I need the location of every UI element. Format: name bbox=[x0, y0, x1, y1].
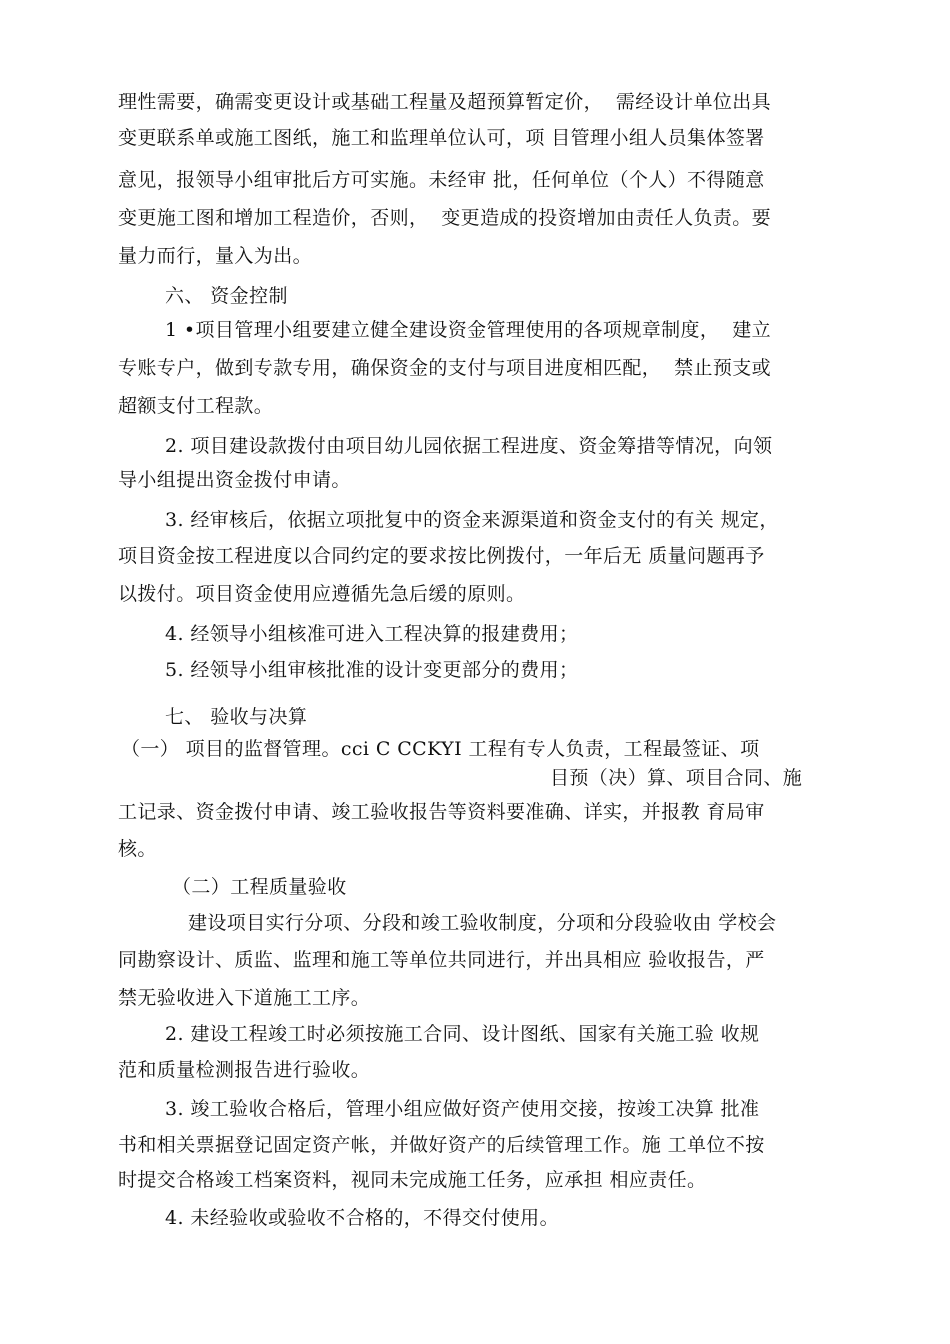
text-line: （一） 项目的监督管理。cci C CCKYI 工程有专人负责，工程最签证、项 bbox=[121, 738, 760, 760]
text-line: 3. 经审核后，依据立项批复中的资金来源渠道和资金支付的有关 规定， bbox=[165, 509, 779, 531]
text-line: 项目资金按工程进度以合同约定的要求按比例拨付，一年后无 质量问题再予 bbox=[118, 545, 765, 567]
section-heading: 七、 验收与决算 bbox=[165, 706, 308, 728]
text-line: 量力而行，量入为出。 bbox=[118, 245, 313, 267]
text-line: 4. 未经验收或验收不合格的，不得交付使用。 bbox=[165, 1207, 559, 1229]
text-line: 变更施工图和增加工程造价，否则， 变更造成的投资增加由责任人负责。要 bbox=[118, 207, 772, 229]
text-line: 意见，报领导小组审批后方可实施。未经审 批，任何单位（个人）不得随意 bbox=[118, 169, 765, 191]
text-line: 超额支付工程款。 bbox=[118, 395, 274, 417]
text-line: 工记录、资金拨付申请、竣工验收报告等资料要准确、详实，并报教 育局审 bbox=[118, 801, 765, 823]
text-line: 1 •项目管理小组要建立健全建设资金管理使用的各项规章制度， 建立 bbox=[165, 319, 772, 341]
text-line: 书和相关票据登记固定资产帐，并做好资产的后续管理工作。施 工单位不按 bbox=[118, 1134, 765, 1156]
text-line: 范和质量检测报告进行验收。 bbox=[118, 1059, 371, 1081]
text-line: 理性需要，确需变更设计或基础工程量及超预算暂定价， 需经设计单位出具 bbox=[118, 91, 772, 113]
text-line: 2. 项目建设款拨付由项目幼儿园依据工程进度、资金筹措等情况，向领 bbox=[165, 435, 773, 457]
text-line: 以拨付。项目资金使用应遵循先急后缓的原则。 bbox=[118, 583, 526, 605]
text-line: 5. 经领导小组审核批准的设计变更部分的费用； bbox=[165, 659, 579, 681]
text-line: 导小组提出资金拨付申请。 bbox=[118, 469, 351, 491]
text-line: 核。 bbox=[118, 838, 157, 860]
text-line: 目预（决）算、项目合同、施 bbox=[550, 767, 803, 789]
text-line: 专账专户，做到专款专用，确保资金的支付与项目进度相匹配， 禁止预支或 bbox=[118, 357, 772, 379]
text-line: 建设项目实行分项、分段和竣工验收制度，分项和分段验收由 学校会 bbox=[188, 912, 777, 934]
text-line: 禁无验收进入下道施工工序。 bbox=[118, 987, 371, 1009]
text-line: 时提交合格竣工档案资料，视同未完成施工任务，应承担 相应责任。 bbox=[118, 1169, 707, 1191]
text-line: 2. 建设工程竣工时必须按施工合同、设计图纸、国家有关施工验 收规 bbox=[165, 1023, 760, 1045]
text-line: 同勘察设计、质监、监理和施工等单位共同进行，并出具相应 验收报告，严 bbox=[118, 949, 765, 971]
text-line: 4. 经领导小组核准可进入工程决算的报建费用； bbox=[165, 623, 579, 645]
section-heading: 六、 资金控制 bbox=[165, 285, 288, 307]
section-heading: （二）工程质量验收 bbox=[172, 876, 347, 898]
text-line: 3. 竣工验收合格后，管理小组应做好资产使用交接，按竣工决算 批准 bbox=[165, 1098, 760, 1120]
text-line: 变更联系单或施工图纸，施工和监理单位认可，项 目管理小组人员集体签署 bbox=[118, 127, 765, 149]
